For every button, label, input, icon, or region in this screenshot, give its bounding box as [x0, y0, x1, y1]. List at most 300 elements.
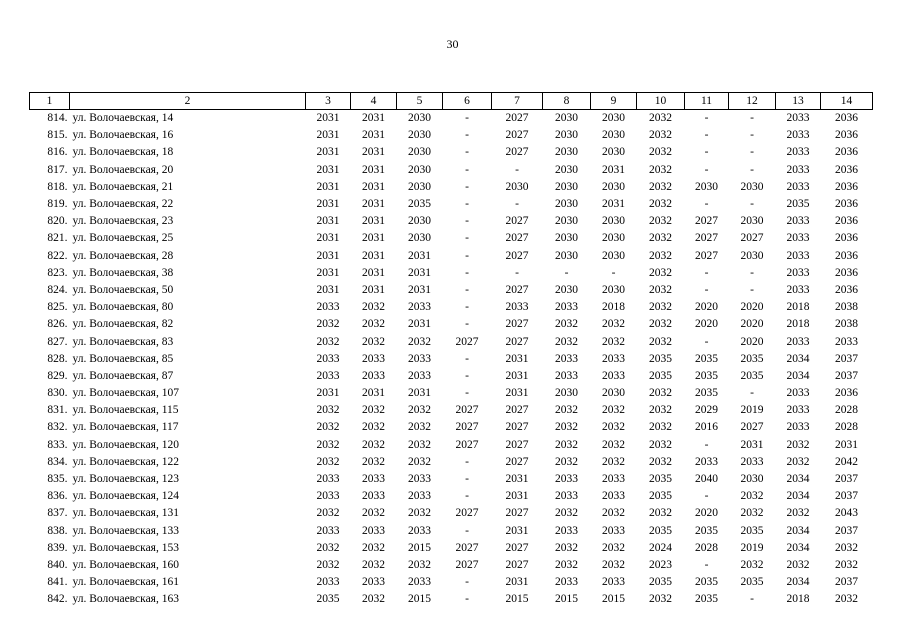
- address-cell: ул. Волочаевская, 82: [72, 318, 174, 331]
- year-cell: 2036: [835, 163, 858, 176]
- table-row: [30, 505, 873, 522]
- year-cell: 2032: [362, 541, 385, 554]
- year-cell: 2030: [602, 129, 625, 142]
- column-header: 6: [443, 93, 492, 110]
- year-cell: 2033: [786, 404, 810, 417]
- year-cell: 2037: [835, 490, 858, 503]
- year-cell: 2015: [555, 593, 578, 606]
- year-cell: 2032: [649, 318, 672, 331]
- year-cell: 2027: [455, 438, 479, 451]
- year-cell: -: [750, 163, 754, 176]
- year-cell: -: [704, 198, 709, 211]
- year-cell: 2027: [505, 438, 529, 451]
- table-row: [30, 265, 873, 282]
- year-cell: 2034: [786, 541, 810, 554]
- year-cell: 2030: [740, 473, 764, 486]
- year-cell: 2032: [362, 301, 385, 314]
- year-cell: 2030: [408, 163, 431, 176]
- year-cell: 2031: [505, 490, 529, 503]
- year-cell: 2032: [649, 593, 672, 606]
- year-cell: 2030: [555, 232, 578, 245]
- year-cell: 2018: [786, 301, 810, 314]
- year-cell: 2031: [602, 198, 625, 211]
- address-cell: ул. Волочаевская, 120: [72, 438, 179, 451]
- table-row: [30, 351, 873, 368]
- year-cell: 2031: [362, 283, 385, 296]
- year-cell: 2030: [695, 180, 718, 193]
- year-cell: 2033: [835, 335, 858, 348]
- year-cell: -: [465, 387, 469, 400]
- year-cell: 2032: [316, 438, 340, 451]
- address-cell: ул. Волочаевская, 163: [72, 593, 179, 606]
- row-number: 835.: [47, 473, 68, 486]
- year-cell: 2032: [602, 438, 625, 451]
- year-cell: 2033: [408, 369, 431, 382]
- year-cell: 2016: [695, 421, 718, 434]
- table-row: [30, 196, 873, 213]
- year-cell: 2031: [316, 129, 340, 142]
- page-number: 30: [446, 37, 459, 51]
- year-cell: 2020: [740, 301, 764, 314]
- address-cell: ул. Волочаевская, 20: [72, 163, 174, 176]
- year-cell: 2031: [316, 146, 340, 159]
- column-header: 11: [685, 93, 729, 110]
- table-row: [30, 144, 873, 161]
- year-cell: 2033: [786, 112, 810, 125]
- year-cell: -: [465, 232, 469, 245]
- year-cell: 2032: [555, 404, 578, 417]
- year-cell: 2027: [505, 455, 529, 468]
- year-cell: 2032: [835, 558, 858, 571]
- year-cell: 2033: [362, 524, 385, 537]
- year-cell: 2032: [408, 421, 431, 434]
- table-row: [30, 110, 873, 128]
- year-cell: -: [704, 112, 709, 125]
- year-cell: 2031: [408, 283, 431, 296]
- year-cell: 2030: [602, 146, 625, 159]
- year-cell: 2031: [362, 112, 385, 125]
- year-cell: 2035: [649, 490, 672, 503]
- year-cell: 2023: [649, 558, 672, 571]
- year-cell: 2034: [786, 352, 810, 365]
- year-cell: 2027: [505, 283, 529, 296]
- row-number: 831.: [47, 404, 68, 417]
- year-cell: -: [704, 146, 709, 159]
- year-cell: 2030: [408, 232, 431, 245]
- year-cell: 2020: [740, 335, 764, 348]
- year-cell: 2032: [362, 507, 385, 520]
- year-cell: 2032: [316, 507, 340, 520]
- year-cell: -: [465, 318, 469, 331]
- year-cell: 2035: [649, 369, 672, 382]
- year-cell: -: [465, 266, 469, 279]
- year-cell: 2038: [835, 318, 858, 331]
- year-cell: 2032: [649, 387, 672, 400]
- year-cell: 2032: [555, 541, 578, 554]
- row-number: 826.: [47, 318, 68, 331]
- table-row: [30, 213, 873, 230]
- year-cell: -: [704, 438, 709, 451]
- year-cell: 2035: [695, 352, 718, 365]
- table-row: [30, 523, 873, 540]
- year-cell: 2030: [408, 129, 431, 142]
- year-cell: 2024: [649, 541, 672, 554]
- year-cell: 2027: [455, 558, 479, 571]
- year-cell: 2032: [362, 404, 385, 417]
- data-table: [29, 92, 873, 608]
- year-cell: 2030: [555, 249, 578, 262]
- address-cell: ул. Волочаевская, 133: [72, 524, 179, 537]
- year-cell: 2032: [408, 455, 431, 468]
- table-row: [30, 402, 873, 419]
- year-cell: 2030: [740, 249, 764, 262]
- column-header: 9: [591, 93, 637, 110]
- table-row: [30, 454, 873, 471]
- year-cell: 2032: [786, 438, 810, 451]
- year-cell: 2032: [362, 318, 385, 331]
- year-cell: -: [704, 129, 709, 142]
- year-cell: 2031: [505, 524, 529, 537]
- table-row: [30, 385, 873, 402]
- column-header: 3: [306, 93, 351, 110]
- row-number: 823.: [47, 266, 68, 279]
- year-cell: 2031: [408, 318, 431, 331]
- row-number: 838.: [47, 524, 68, 537]
- year-cell: 2036: [835, 129, 858, 142]
- year-cell: 2033: [408, 352, 431, 365]
- year-cell: 2031: [505, 352, 529, 365]
- year-cell: 2035: [649, 352, 672, 365]
- address-cell: ул. Волочаевская, 124: [72, 490, 179, 503]
- year-cell: 2033: [602, 473, 625, 486]
- address-cell: ул. Волочаевская, 153: [72, 541, 179, 554]
- year-cell: 2032: [602, 507, 625, 520]
- year-cell: 2030: [555, 129, 578, 142]
- year-cell: 2035: [695, 387, 718, 400]
- year-cell: 2033: [408, 301, 431, 314]
- address-cell: ул. Волочаевская, 38: [72, 266, 174, 279]
- year-cell: -: [704, 490, 709, 503]
- year-cell: 2029: [695, 404, 718, 417]
- column-header: 2: [70, 93, 306, 110]
- year-cell: 2032: [649, 180, 672, 193]
- year-cell: 2031: [362, 215, 385, 228]
- year-cell: -: [465, 593, 469, 606]
- year-cell: -: [465, 198, 469, 211]
- year-cell: 2032: [408, 438, 431, 451]
- year-cell: 2033: [695, 455, 718, 468]
- column-header: 14: [821, 93, 873, 110]
- year-cell: 2031: [835, 438, 858, 451]
- year-cell: 2030: [602, 249, 625, 262]
- year-cell: -: [465, 473, 469, 486]
- year-cell: 2031: [362, 249, 385, 262]
- year-cell: 2033: [555, 490, 578, 503]
- year-cell: 2032: [786, 455, 810, 468]
- year-cell: 2033: [362, 369, 385, 382]
- year-cell: 2036: [835, 232, 858, 245]
- year-cell: 2032: [786, 558, 810, 571]
- year-cell: 2035: [695, 524, 718, 537]
- year-cell: 2035: [695, 576, 718, 589]
- year-cell: 2035: [316, 593, 340, 606]
- year-cell: 2032: [649, 249, 672, 262]
- year-cell: -: [704, 163, 709, 176]
- column-header: 1: [30, 93, 70, 110]
- year-cell: -: [465, 576, 469, 589]
- year-cell: 2032: [316, 404, 340, 417]
- year-cell: 2032: [649, 283, 672, 296]
- year-cell: 2032: [649, 129, 672, 142]
- year-cell: 2033: [786, 163, 810, 176]
- year-cell: 2033: [316, 369, 340, 382]
- row-number: 825.: [47, 301, 68, 314]
- year-cell: 2031: [505, 473, 529, 486]
- year-cell: -: [465, 369, 469, 382]
- year-cell: -: [704, 266, 709, 279]
- year-cell: 2031: [408, 266, 431, 279]
- year-cell: 2030: [602, 387, 625, 400]
- year-cell: 2030: [555, 163, 578, 176]
- year-cell: 2033: [555, 352, 578, 365]
- year-cell: 2032: [649, 215, 672, 228]
- year-cell: -: [515, 198, 519, 211]
- year-cell: 2032: [786, 507, 810, 520]
- address-cell: ул. Волочаевская, 50: [72, 283, 174, 296]
- year-cell: -: [750, 129, 754, 142]
- year-cell: 2037: [835, 473, 858, 486]
- year-cell: 2031: [316, 180, 340, 193]
- year-cell: 2027: [505, 404, 529, 417]
- address-cell: ул. Волочаевская, 25: [72, 232, 174, 245]
- year-cell: 2027: [505, 335, 529, 348]
- year-cell: 2032: [555, 335, 578, 348]
- year-cell: 2032: [649, 146, 672, 159]
- year-cell: 2030: [555, 283, 578, 296]
- year-cell: 2030: [555, 180, 578, 193]
- address-cell: ул. Волочаевская, 131: [72, 507, 179, 520]
- year-cell: 2030: [408, 146, 431, 159]
- table-row: [30, 368, 873, 385]
- table-row: [30, 162, 873, 179]
- year-cell: 2033: [786, 232, 810, 245]
- year-cell: 2035: [649, 576, 672, 589]
- year-cell: 2018: [786, 593, 810, 606]
- year-cell: 2036: [835, 215, 858, 228]
- year-cell: 2031: [316, 215, 340, 228]
- year-cell: 2020: [695, 301, 718, 314]
- year-cell: 2031: [505, 369, 529, 382]
- year-cell: 2033: [316, 352, 340, 365]
- year-cell: 2032: [649, 112, 672, 125]
- year-cell: 2036: [835, 266, 858, 279]
- year-cell: 2031: [362, 129, 385, 142]
- year-cell: 2033: [555, 524, 578, 537]
- year-cell: 2030: [408, 180, 431, 193]
- year-cell: 2031: [505, 387, 529, 400]
- row-number: 837.: [47, 507, 68, 520]
- year-cell: 2034: [786, 490, 810, 503]
- year-cell: 2032: [316, 541, 340, 554]
- address-cell: ул. Волочаевская, 107: [72, 387, 179, 400]
- year-cell: 2031: [316, 198, 340, 211]
- year-cell: 2032: [649, 335, 672, 348]
- year-cell: 2033: [408, 473, 431, 486]
- table-row: [30, 333, 873, 350]
- year-cell: 2032: [602, 335, 625, 348]
- year-cell: 2032: [649, 404, 672, 417]
- year-cell: -: [750, 198, 754, 211]
- year-cell: 2031: [602, 163, 625, 176]
- year-cell: 2035: [695, 593, 718, 606]
- row-number: 824.: [47, 283, 68, 296]
- year-cell: 2018: [786, 318, 810, 331]
- year-cell: 2037: [835, 576, 858, 589]
- year-cell: 2030: [505, 180, 529, 193]
- year-cell: 2032: [555, 318, 578, 331]
- year-cell: 2032: [649, 438, 672, 451]
- year-cell: 2037: [835, 352, 858, 365]
- year-cell: 2032: [602, 421, 625, 434]
- year-cell: 2031: [316, 163, 340, 176]
- year-cell: 2027: [505, 318, 529, 331]
- year-cell: 2032: [408, 335, 431, 348]
- year-cell: 2032: [740, 507, 764, 520]
- year-cell: 2032: [555, 421, 578, 434]
- year-cell: 2036: [835, 198, 858, 211]
- year-cell: 2027: [505, 146, 529, 159]
- year-cell: 2035: [695, 369, 718, 382]
- year-cell: 2027: [455, 404, 479, 417]
- year-cell: -: [515, 266, 519, 279]
- year-cell: -: [750, 112, 754, 125]
- year-cell: 2033: [362, 473, 385, 486]
- year-cell: 2027: [505, 249, 529, 262]
- year-cell: 2027: [505, 129, 529, 142]
- row-number: 830.: [47, 387, 68, 400]
- year-cell: 2030: [555, 112, 578, 125]
- row-number: 829.: [47, 369, 68, 382]
- year-cell: 2015: [408, 541, 431, 554]
- year-cell: -: [750, 387, 754, 400]
- year-cell: 2032: [316, 558, 340, 571]
- year-cell: -: [515, 163, 519, 176]
- year-cell: 2032: [362, 335, 385, 348]
- year-cell: -: [465, 112, 469, 125]
- year-cell: 2033: [362, 576, 385, 589]
- year-cell: 2033: [786, 283, 810, 296]
- year-cell: -: [465, 352, 469, 365]
- year-cell: 2031: [362, 163, 385, 176]
- column-header: 7: [492, 93, 543, 110]
- year-cell: 2028: [695, 541, 718, 554]
- year-cell: 2031: [740, 438, 764, 451]
- row-number: 839.: [47, 541, 68, 554]
- year-cell: 2031: [316, 387, 340, 400]
- year-cell: 2019: [740, 541, 764, 554]
- year-cell: 2027: [505, 112, 529, 125]
- row-number: 817.: [47, 163, 68, 176]
- year-cell: 2018: [602, 301, 625, 314]
- year-cell: -: [465, 146, 469, 159]
- year-cell: 2036: [835, 112, 858, 125]
- year-cell: 2032: [316, 335, 340, 348]
- row-number: 822.: [47, 249, 68, 262]
- year-cell: -: [465, 455, 469, 468]
- year-cell: 2038: [835, 301, 858, 314]
- year-cell: 2035: [649, 524, 672, 537]
- table-row: [30, 437, 873, 454]
- year-cell: 2032: [408, 404, 431, 417]
- year-cell: 2033: [316, 524, 340, 537]
- year-cell: 2033: [786, 180, 810, 193]
- year-cell: 2031: [408, 387, 431, 400]
- year-cell: 2032: [649, 266, 672, 279]
- year-cell: 2031: [362, 387, 385, 400]
- year-cell: 2032: [316, 318, 340, 331]
- year-cell: 2020: [695, 318, 718, 331]
- year-cell: 2033: [786, 249, 810, 262]
- year-cell: 2033: [786, 335, 810, 348]
- year-cell: 2032: [602, 541, 625, 554]
- address-cell: ул. Волочаевская, 123: [72, 473, 179, 486]
- year-cell: 2035: [740, 524, 764, 537]
- year-cell: 2028: [835, 421, 858, 434]
- address-cell: ул. Волочаевская, 83: [72, 335, 174, 348]
- row-number: 842.: [47, 593, 68, 606]
- year-cell: 2032: [408, 558, 431, 571]
- year-cell: 2030: [602, 232, 625, 245]
- year-cell: 2031: [316, 112, 340, 125]
- year-cell: 2032: [408, 507, 431, 520]
- year-cell: 2031: [316, 232, 340, 245]
- header-row: [30, 93, 873, 110]
- year-cell: -: [465, 180, 469, 193]
- year-cell: 2032: [649, 198, 672, 211]
- year-cell: 2033: [555, 301, 578, 314]
- table-row: [30, 179, 873, 196]
- year-cell: 2037: [835, 524, 858, 537]
- row-number: 833.: [47, 438, 68, 451]
- year-cell: 2030: [408, 215, 431, 228]
- row-number: 836.: [47, 490, 68, 503]
- year-cell: 2032: [602, 404, 625, 417]
- address-cell: ул. Волочаевская, 28: [72, 249, 174, 262]
- table-row: [30, 488, 873, 505]
- year-cell: 2033: [408, 490, 431, 503]
- row-number: 832.: [47, 421, 68, 434]
- year-cell: 2027: [695, 215, 718, 228]
- year-cell: -: [704, 283, 709, 296]
- year-cell: 2027: [695, 249, 718, 262]
- year-cell: 2034: [786, 576, 810, 589]
- table-row: [30, 127, 873, 144]
- year-cell: 2033: [362, 490, 385, 503]
- year-cell: 2027: [695, 232, 718, 245]
- year-cell: 2032: [362, 558, 385, 571]
- year-cell: 2027: [740, 232, 764, 245]
- year-cell: 2032: [649, 301, 672, 314]
- year-cell: 2033: [555, 473, 578, 486]
- year-cell: 2033: [602, 524, 625, 537]
- year-cell: 2015: [505, 593, 529, 606]
- year-cell: 2037: [835, 369, 858, 382]
- year-cell: 2032: [740, 558, 764, 571]
- year-cell: -: [704, 335, 709, 348]
- year-cell: 2043: [835, 507, 858, 520]
- year-cell: -: [564, 266, 569, 279]
- year-cell: -: [465, 283, 469, 296]
